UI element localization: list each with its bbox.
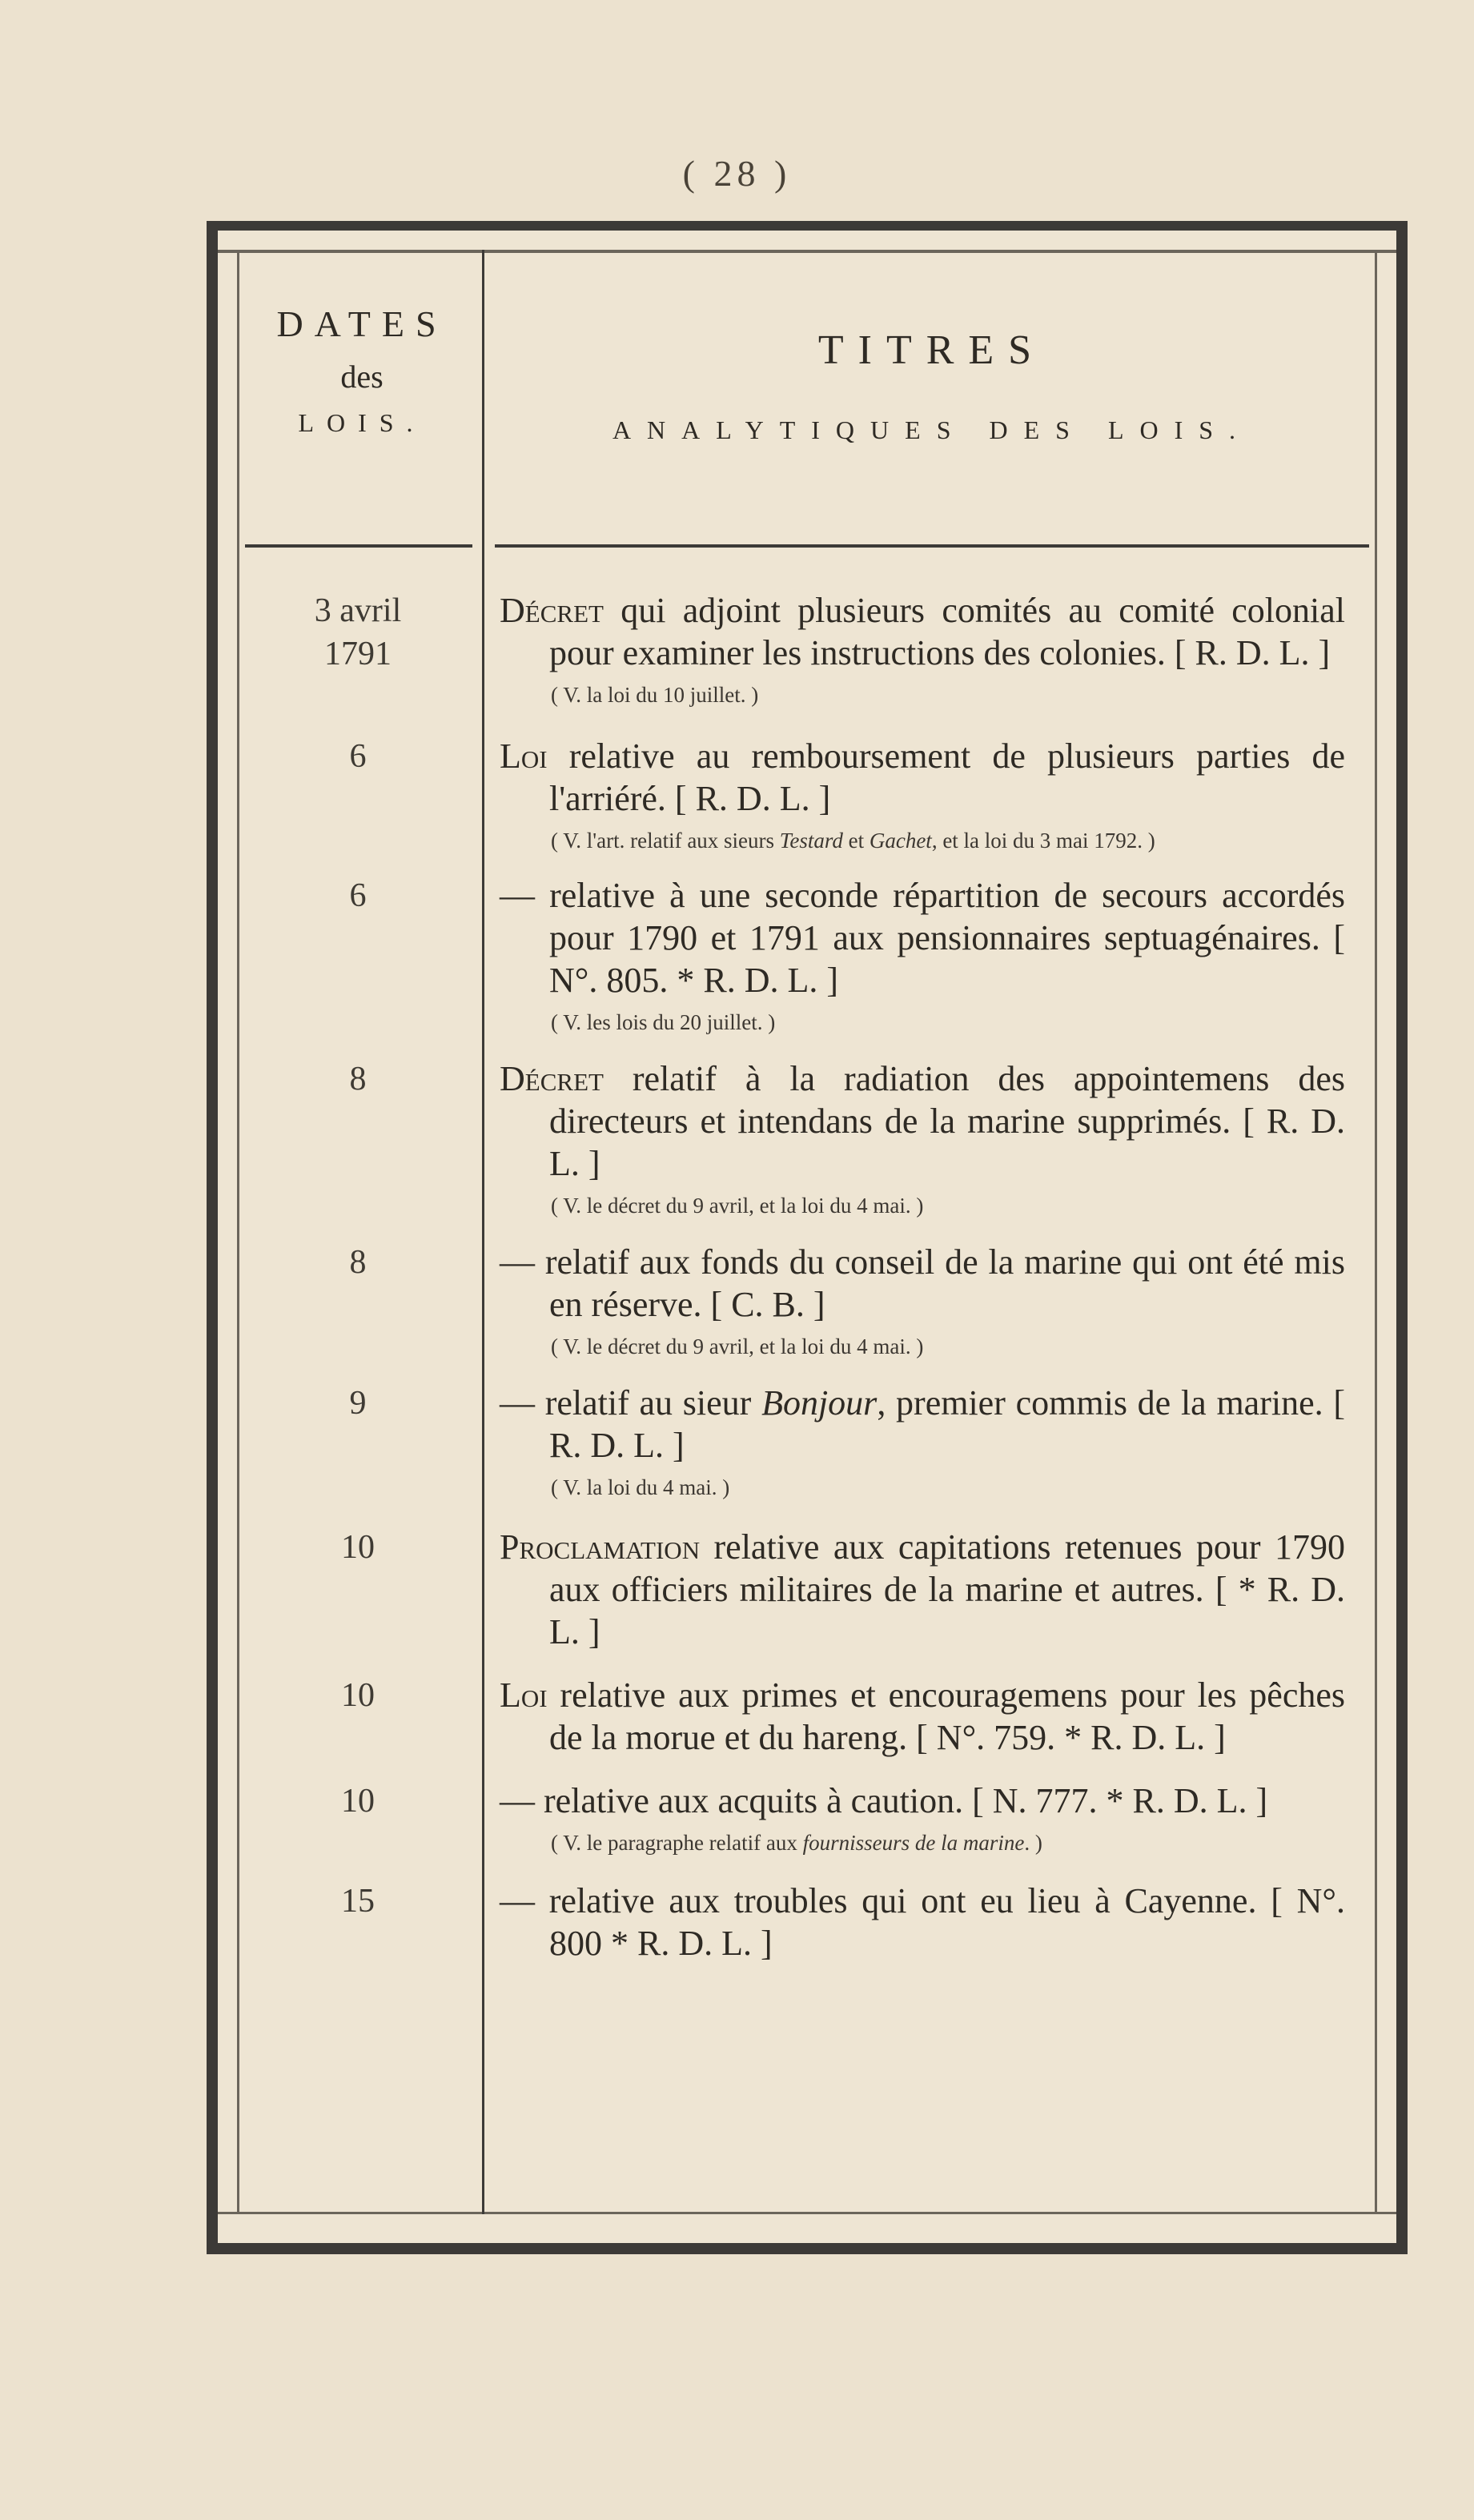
ref-text: ( V. l'art. relatif aux sieurs <box>551 829 780 853</box>
entry-date: 8 <box>349 1244 367 1281</box>
law-entry <box>242 1382 1372 1502</box>
entry-reference <box>500 1828 1345 1857</box>
entry-title <box>500 1674 1345 1759</box>
dates-header-line2: des <box>340 359 384 395</box>
page-number: ( 28 ) <box>682 153 792 194</box>
entry-title: — relative aux troubles qui ont eu lieu à Cayenne. [ N°. 800 * R. D. L. ] <box>500 1881 1345 1963</box>
header-rule-titres <box>495 544 1369 548</box>
entry-date: 10 <box>341 1677 375 1714</box>
entry-date: 10 <box>341 1529 375 1566</box>
ref-text: et <box>842 829 870 853</box>
ref-text: , et la loi du 3 mai 1792. ) <box>931 829 1155 853</box>
entry-lead-word: Proclamation <box>500 1527 701 1567</box>
entry-lead-word: Décret <box>500 591 604 630</box>
entry-title <box>500 589 1345 674</box>
entry-reference: ( V. le décret du 9 avril, et la loi du 4 mai. ) <box>551 1194 924 1218</box>
law-entry <box>242 589 1372 709</box>
entry-reference: ( V. la loi du 4 mai. ) <box>551 1475 730 1499</box>
ref-text: . ) <box>1024 1831 1042 1855</box>
entry-date: 10 <box>341 1783 375 1820</box>
entry-reference: ( V. les lois du 20 juillet. ) <box>551 1010 776 1034</box>
entry-reference: ( V. la loi du 10 juillet. ) <box>551 683 759 707</box>
entry-title: — relative à une seconde répartition de secours accordés pour 1790 et 1791 aux pensionnaires septuagénaires. [ N°. 805. * R. D. L. ] <box>500 876 1345 1000</box>
ref-name: Testard <box>779 829 843 853</box>
law-entries <box>242 589 1372 1964</box>
entry-title <box>500 1057 1345 1185</box>
table-frame <box>207 221 1408 2254</box>
ref-text: ( V. le paragraphe relatif aux <box>551 1831 803 1855</box>
header-rule-dates <box>245 544 472 548</box>
entry-lead-word: Loi <box>500 1675 548 1715</box>
inner-rule-top <box>218 250 1396 253</box>
entry-text: relative aux primes et encouragemens pour les pêches de la morue et du hareng. [ N°. 759. * R. D. L. ] <box>547 1675 1345 1757</box>
ref-name: Gachet <box>869 829 932 853</box>
entry-text: — relatif au sieur <box>500 1383 762 1423</box>
entry-lead-word: Loi <box>500 736 548 776</box>
entry-title <box>500 735 1345 820</box>
entry-date <box>242 589 474 676</box>
law-entry <box>242 1241 1372 1361</box>
entry-text: relatif à la radiation des appointemens des directeurs et intendans de la marine supprimés. [ R. D. L. ] <box>549 1059 1345 1183</box>
entry-title: — relatif aux fonds du conseil de la marine qui ont été mis en réserve. [ C. B. ] <box>500 1242 1345 1324</box>
titres-header-line1: TITRES <box>817 327 1046 373</box>
entry-text: relative au remboursement de plusieurs parties de l'arriéré. [ R. D. L. ] <box>547 736 1345 818</box>
entry-person-name: Bonjour <box>761 1383 878 1423</box>
law-entry <box>242 1057 1372 1220</box>
dates-header-line1: DATES <box>276 303 448 344</box>
law-entry <box>242 1526 1372 1653</box>
entry-reference: ( V. le décret du 9 avril, et la loi du 4 mai. ) <box>551 1334 924 1358</box>
entry-date: 9 <box>349 1385 367 1422</box>
entry-text: , premier commis de la marine. [ R. D. L. ] <box>549 1383 1345 1465</box>
entry-date: 8 <box>349 1061 367 1097</box>
entry-title: — relative aux acquits à caution. [ N. 777. * R. D. L. ] <box>500 1781 1268 1820</box>
inner-rule-right <box>1375 250 1377 2214</box>
entry-text: qui adjoint plusieurs comités au comité colonial pour examiner les instructions des colonies. [ R. D. L. ] <box>549 591 1345 672</box>
titres-header-line2: ANALYTIQUES DES LOIS. <box>612 415 1252 444</box>
law-entry <box>242 1780 1372 1857</box>
inner-rule-bottom <box>218 2212 1396 2214</box>
ref-italic: fournisseurs de la marine <box>802 1831 1025 1855</box>
dates-column-header <box>242 303 482 438</box>
entry-lead-word: Décret <box>500 1059 604 1098</box>
entry-year: 1791 <box>324 636 392 672</box>
entry-title <box>500 1382 1345 1467</box>
law-entry <box>242 1880 1372 1964</box>
entry-date: 6 <box>349 877 367 914</box>
law-entry <box>242 1674 1372 1759</box>
law-entry <box>242 735 1372 855</box>
entry-day-month: 3 avril <box>314 592 402 629</box>
dates-header-line3: LOIS. <box>298 408 426 437</box>
entry-title <box>500 1526 1345 1653</box>
entry-reference <box>500 826 1345 855</box>
law-entry <box>242 874 1372 1037</box>
entry-date: 6 <box>349 738 367 775</box>
entry-text: relative aux capitations retenues pour 1790 aux officiers militaires de la marine et autres. [ * R. D. L. ] <box>549 1527 1345 1651</box>
inner-rule-left <box>237 250 239 2214</box>
titres-column-header <box>495 327 1369 445</box>
entry-date: 15 <box>341 1883 375 1920</box>
